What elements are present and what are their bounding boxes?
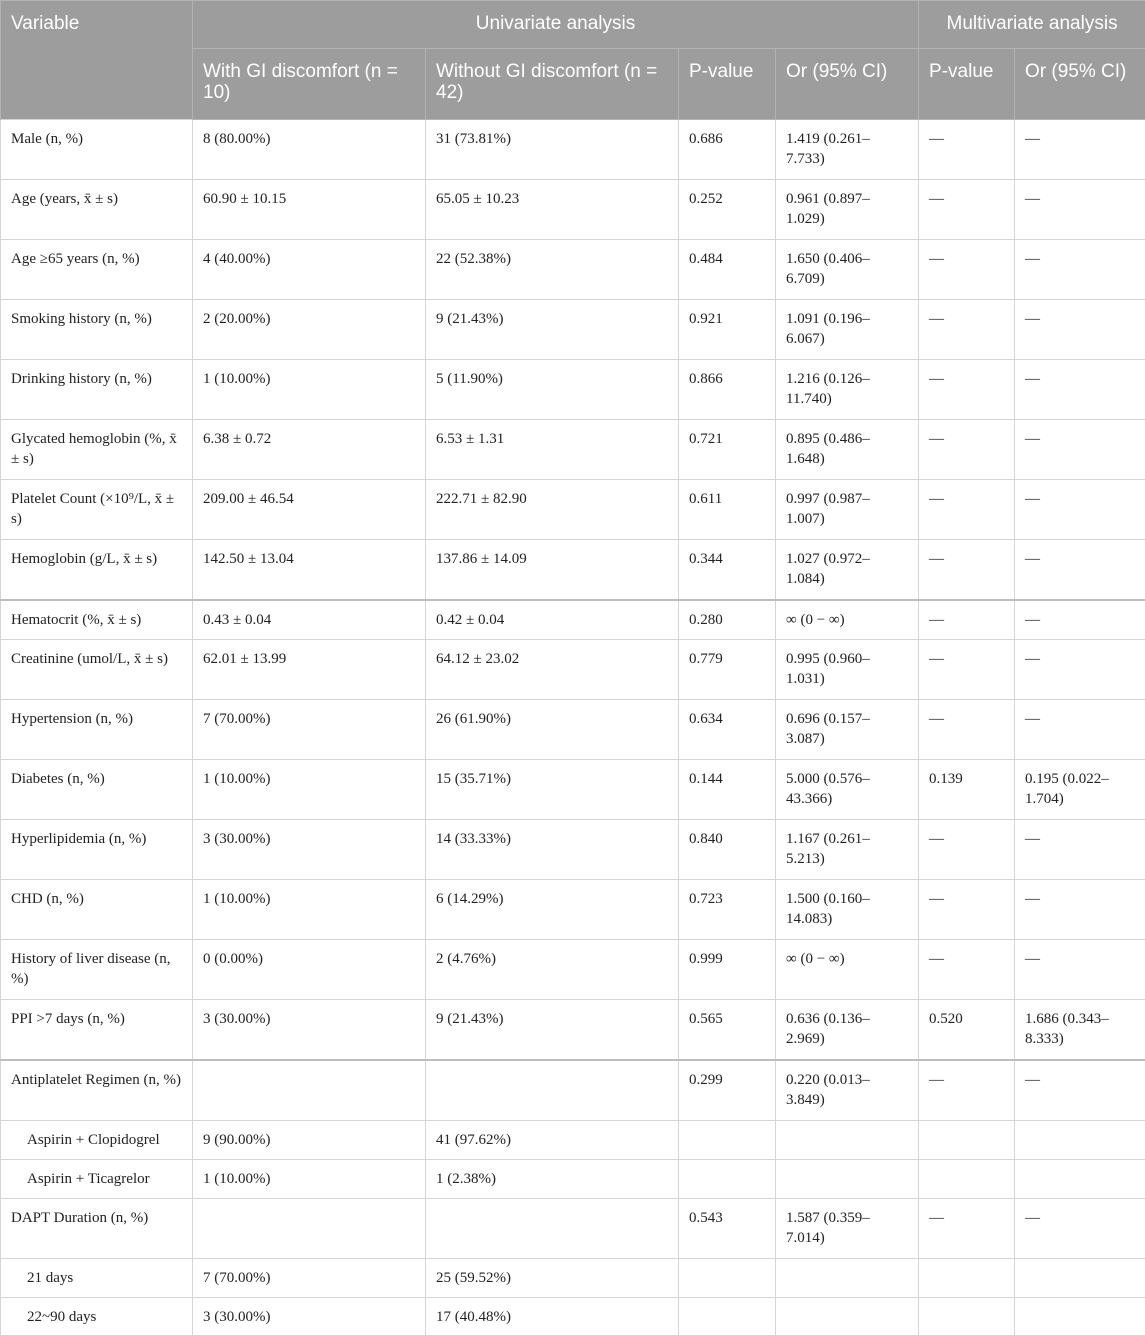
p-value-multi-cell: — [919, 1060, 1015, 1121]
without-gi-cell: 9 (21.43%) [426, 1000, 679, 1061]
p-value-uni-cell [679, 1160, 776, 1199]
without-gi-cell: 41 (97.62%) [426, 1121, 679, 1160]
with-gi-cell: 3 (30.00%) [193, 820, 426, 880]
univariate-header: Univariate analysis [193, 1, 919, 49]
p-value-uni-cell [679, 1259, 776, 1298]
or-ci-uni-cell: 0.636 (0.136–2.969) [776, 1000, 919, 1061]
table-row [1, 880, 1145, 940]
without-gi-cell: 222.71 ± 82.90 [426, 480, 679, 540]
table-row [1, 180, 1145, 240]
table-row [1, 1199, 1145, 1259]
variable-cell: Male (n, %) [1, 120, 193, 180]
table-row [1, 1121, 1145, 1160]
or-ci-uni-cell: 0.995 (0.960–1.031) [776, 640, 919, 700]
table-body [1, 120, 1145, 1336]
with-gi-cell: 4 (40.00%) [193, 240, 426, 300]
p-value-multi-header: P-value [919, 49, 1015, 120]
or-ci-uni-cell: 0.997 (0.987–1.007) [776, 480, 919, 540]
or-ci-uni-cell: 1.091 (0.196–6.067) [776, 300, 919, 360]
or-ci-multi-cell: — [1015, 120, 1145, 180]
or-ci-multi-cell: — [1015, 600, 1145, 640]
p-value-uni-cell: 0.634 [679, 700, 776, 760]
p-value-uni-cell: 0.921 [679, 300, 776, 360]
or-ci-multi-cell: — [1015, 300, 1145, 360]
table-row [1, 820, 1145, 880]
without-gi-cell: 137.86 ± 14.09 [426, 540, 679, 601]
p-value-uni-cell: 0.299 [679, 1060, 776, 1121]
with-gi-cell: 2 (20.00%) [193, 300, 426, 360]
p-value-multi-cell: — [919, 600, 1015, 640]
without-gi-cell: 14 (33.33%) [426, 820, 679, 880]
or-ci-uni-cell: 1.500 (0.160–14.083) [776, 880, 919, 940]
or-ci-uni-cell: 1.587 (0.359–7.014) [776, 1199, 919, 1259]
or-ci-multi-cell: — [1015, 540, 1145, 601]
p-value-uni-cell: 0.543 [679, 1199, 776, 1259]
p-value-uni-cell: 0.484 [679, 240, 776, 300]
or-ci-uni-cell: 1.027 (0.972–1.084) [776, 540, 919, 601]
table-row [1, 940, 1145, 1000]
p-value-uni-cell: 0.686 [679, 120, 776, 180]
or-ci-uni-cell [776, 1259, 919, 1298]
variable-cell: DAPT Duration (n, %) [1, 1199, 193, 1259]
variable-cell: Age (years, x̄ ± s) [1, 180, 193, 240]
variable-cell: 21 days [1, 1259, 193, 1298]
with-gi-cell [193, 1060, 426, 1121]
without-gi-cell: 9 (21.43%) [426, 300, 679, 360]
p-value-multi-cell: — [919, 700, 1015, 760]
table-row [1, 300, 1145, 360]
table-row [1, 540, 1145, 601]
without-gi-cell: 0.42 ± 0.04 [426, 600, 679, 640]
or-ci-uni-cell [776, 1121, 919, 1160]
without-gi-cell: 25 (59.52%) [426, 1259, 679, 1298]
variable-cell: Platelet Count (×10⁹/L, x̄ ± s) [1, 480, 193, 540]
variable-cell: CHD (n, %) [1, 880, 193, 940]
p-value-uni-header: P-value [679, 49, 776, 120]
or-ci-uni-cell: ∞ (0 − ∞) [776, 600, 919, 640]
or-ci-multi-cell: — [1015, 880, 1145, 940]
p-value-multi-cell: — [919, 880, 1015, 940]
variable-cell: Hemoglobin (g/L, x̄ ± s) [1, 540, 193, 601]
or-ci-uni-cell: ∞ (0 − ∞) [776, 940, 919, 1000]
without-gi-cell [426, 1199, 679, 1259]
p-value-multi-cell: 0.520 [919, 1000, 1015, 1061]
or-ci-multi-cell: — [1015, 240, 1145, 300]
or-ci-uni-cell [776, 1160, 919, 1199]
p-value-multi-cell [919, 1160, 1015, 1199]
p-value-multi-cell: — [919, 240, 1015, 300]
p-value-uni-cell: 0.565 [679, 1000, 776, 1061]
or-ci-uni-cell: 0.961 (0.897–1.029) [776, 180, 919, 240]
without-gi-cell: 22 (52.38%) [426, 240, 679, 300]
with-gi-cell: 3 (30.00%) [193, 1298, 426, 1336]
with-gi-cell: 8 (80.00%) [193, 120, 426, 180]
table-row [1, 480, 1145, 540]
p-value-multi-cell: — [919, 1199, 1015, 1259]
variable-header: Variable [1, 1, 193, 120]
or-ci-multi-header: Or (95% CI) [1015, 49, 1145, 120]
with-gi-cell: 7 (70.00%) [193, 700, 426, 760]
p-value-multi-cell: — [919, 940, 1015, 1000]
with-gi-cell: 0 (0.00%) [193, 940, 426, 1000]
table-row [1, 700, 1145, 760]
p-value-multi-cell: — [919, 180, 1015, 240]
without-gi-cell: 6.53 ± 1.31 [426, 420, 679, 480]
variable-cell: Antiplatelet Regimen (n, %) [1, 1060, 193, 1121]
without-gi-cell: 15 (35.71%) [426, 760, 679, 820]
without-gi-cell: 26 (61.90%) [426, 700, 679, 760]
or-ci-uni-cell: 0.895 (0.486–1.648) [776, 420, 919, 480]
with-gi-cell: 1 (10.00%) [193, 880, 426, 940]
p-value-multi-cell: — [919, 820, 1015, 880]
or-ci-multi-cell: — [1015, 940, 1145, 1000]
with-gi-cell: 7 (70.00%) [193, 1259, 426, 1298]
p-value-multi-cell: — [919, 480, 1015, 540]
p-value-multi-cell: — [919, 360, 1015, 420]
variable-cell: 22~90 days [1, 1298, 193, 1336]
multivariate-header: Multivariate analysis [919, 1, 1145, 49]
p-value-multi-cell [919, 1259, 1015, 1298]
without-gi-cell: 31 (73.81%) [426, 120, 679, 180]
table-row [1, 1160, 1145, 1199]
or-ci-multi-cell: — [1015, 360, 1145, 420]
p-value-multi-cell: — [919, 540, 1015, 601]
with-gi-cell: 142.50 ± 13.04 [193, 540, 426, 601]
variable-cell: Hyperlipidemia (n, %) [1, 820, 193, 880]
or-ci-uni-cell: 0.220 (0.013–3.849) [776, 1060, 919, 1121]
p-value-multi-cell: — [919, 120, 1015, 180]
p-value-uni-cell: 0.611 [679, 480, 776, 540]
table-row [1, 1060, 1145, 1121]
or-ci-uni-cell: 0.696 (0.157–3.087) [776, 700, 919, 760]
table-row [1, 760, 1145, 820]
without-gi-cell: 2 (4.76%) [426, 940, 679, 1000]
with-gi-cell: 1 (10.00%) [193, 760, 426, 820]
without-gi-cell: 5 (11.90%) [426, 360, 679, 420]
with-gi-header: With GI discomfort (n = 10) [193, 49, 426, 120]
p-value-multi-cell: — [919, 640, 1015, 700]
with-gi-cell: 6.38 ± 0.72 [193, 420, 426, 480]
or-ci-uni-cell: 5.000 (0.576–43.366) [776, 760, 919, 820]
with-gi-cell: 60.90 ± 10.15 [193, 180, 426, 240]
p-value-uni-cell: 0.252 [679, 180, 776, 240]
or-ci-multi-cell: — [1015, 180, 1145, 240]
or-ci-uni-cell: 1.216 (0.126–11.740) [776, 360, 919, 420]
table-row [1, 420, 1145, 480]
or-ci-multi-cell: — [1015, 480, 1145, 540]
p-value-uni-cell [679, 1121, 776, 1160]
or-ci-multi-cell: — [1015, 1060, 1145, 1121]
or-ci-multi-cell: — [1015, 820, 1145, 880]
table-header [1, 1, 1145, 120]
p-value-uni-cell: 0.866 [679, 360, 776, 420]
without-gi-cell: 6 (14.29%) [426, 880, 679, 940]
with-gi-cell: 3 (30.00%) [193, 1000, 426, 1061]
with-gi-cell: 1 (10.00%) [193, 360, 426, 420]
or-ci-multi-cell: — [1015, 640, 1145, 700]
p-value-uni-cell: 0.144 [679, 760, 776, 820]
p-value-uni-cell: 0.280 [679, 600, 776, 640]
p-value-multi-cell: 0.139 [919, 760, 1015, 820]
with-gi-cell [193, 1199, 426, 1259]
without-gi-cell: 65.05 ± 10.23 [426, 180, 679, 240]
with-gi-cell: 9 (90.00%) [193, 1121, 426, 1160]
without-gi-cell: 64.12 ± 23.02 [426, 640, 679, 700]
p-value-uni-cell: 0.721 [679, 420, 776, 480]
or-ci-multi-cell: 0.195 (0.022–1.704) [1015, 760, 1145, 820]
without-gi-header: Without GI discomfort (n = 42) [426, 49, 679, 120]
or-ci-uni-cell: 1.650 (0.406–6.709) [776, 240, 919, 300]
variable-cell: Drinking history (n, %) [1, 360, 193, 420]
variable-cell: Smoking history (n, %) [1, 300, 193, 360]
or-ci-multi-cell: — [1015, 1199, 1145, 1259]
table-row [1, 600, 1145, 640]
or-ci-multi-cell [1015, 1259, 1145, 1298]
p-value-multi-cell: — [919, 300, 1015, 360]
table-row [1, 240, 1145, 300]
with-gi-cell: 0.43 ± 0.04 [193, 600, 426, 640]
variable-cell: PPI >7 days (n, %) [1, 1000, 193, 1061]
table-row [1, 1259, 1145, 1298]
or-ci-uni-cell: 1.419 (0.261–7.733) [776, 120, 919, 180]
variable-cell: Diabetes (n, %) [1, 760, 193, 820]
or-ci-multi-cell: 1.686 (0.343–8.333) [1015, 1000, 1145, 1061]
table-row [1, 360, 1145, 420]
without-gi-cell [426, 1060, 679, 1121]
variable-cell: Aspirin + Ticagrelor [1, 1160, 193, 1199]
with-gi-cell: 1 (10.00%) [193, 1160, 426, 1199]
or-ci-multi-cell: — [1015, 700, 1145, 760]
p-value-uni-cell: 0.779 [679, 640, 776, 700]
without-gi-cell: 1 (2.38%) [426, 1160, 679, 1199]
table-row [1, 120, 1145, 180]
with-gi-cell: 209.00 ± 46.54 [193, 480, 426, 540]
table-row [1, 1000, 1145, 1061]
variable-cell: Creatinine (umol/L, x̄ ± s) [1, 640, 193, 700]
variable-cell: History of liver disease (n, %) [1, 940, 193, 1000]
variable-cell: Age ≥65 years (n, %) [1, 240, 193, 300]
or-ci-uni-cell: 1.167 (0.261–5.213) [776, 820, 919, 880]
variable-cell: Glycated hemoglobin (%, x̄ ± s) [1, 420, 193, 480]
p-value-multi-cell [919, 1121, 1015, 1160]
p-value-uni-cell: 0.723 [679, 880, 776, 940]
variable-cell: Hematocrit (%, x̄ ± s) [1, 600, 193, 640]
variable-cell: Hypertension (n, %) [1, 700, 193, 760]
p-value-uni-cell: 0.999 [679, 940, 776, 1000]
p-value-uni-cell: 0.840 [679, 820, 776, 880]
p-value-multi-cell: — [919, 420, 1015, 480]
without-gi-cell: 17 (40.48%) [426, 1298, 679, 1336]
with-gi-cell: 62.01 ± 13.99 [193, 640, 426, 700]
table-row [1, 640, 1145, 700]
p-value-uni-cell: 0.344 [679, 540, 776, 601]
variable-cell: Aspirin + Clopidogrel [1, 1121, 193, 1160]
or-ci-multi-cell [1015, 1160, 1145, 1199]
or-ci-multi-cell [1015, 1121, 1145, 1160]
or-ci-uni-header: Or (95% CI) [776, 49, 919, 120]
or-ci-multi-cell: — [1015, 420, 1145, 480]
